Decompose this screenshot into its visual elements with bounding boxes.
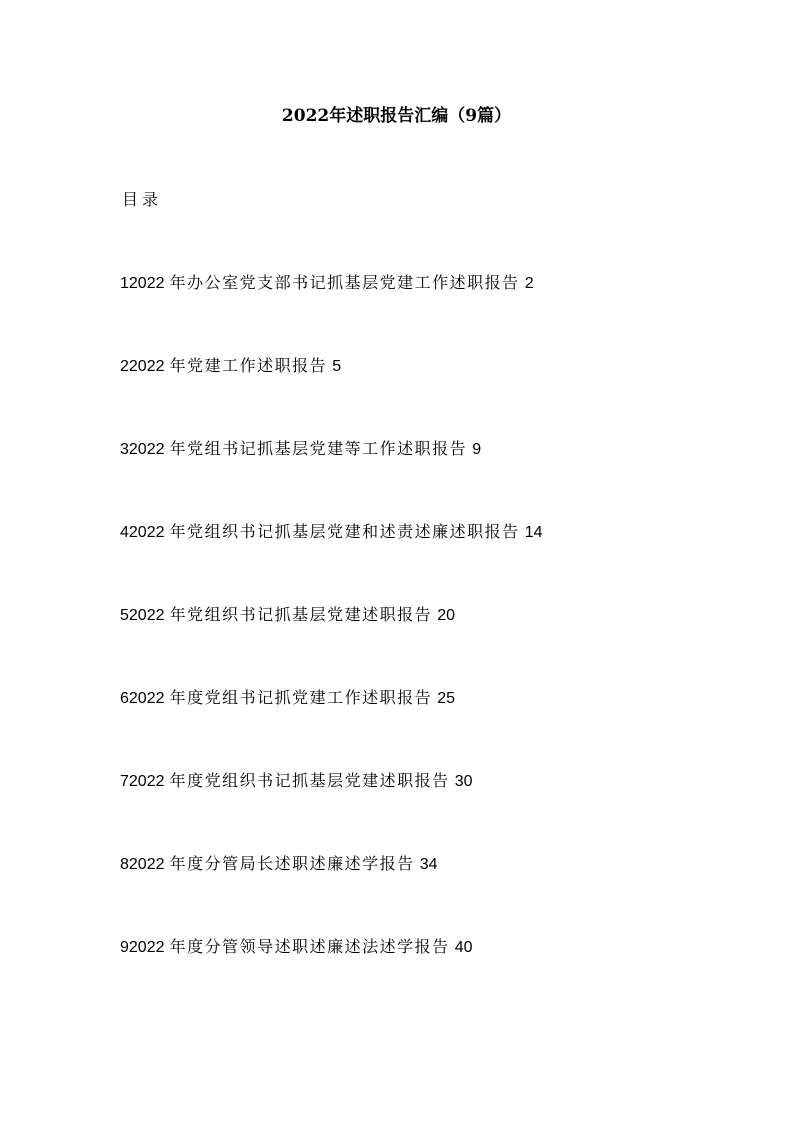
toc-item-number: 42022 [120,524,165,541]
toc-item[interactable] [120,437,543,520]
toc-item-page: 34 [419,856,438,873]
toc-item-page: 30 [454,773,473,790]
toc-item[interactable] [120,852,543,935]
toc-item[interactable] [120,935,543,1018]
toc-item-page: 40 [454,939,473,956]
toc-item-number: 12022 [120,275,165,292]
toc-list [120,271,543,1018]
toc-item-text: 年度分管局长述职述廉述学报告 [169,854,415,873]
toc-item-text: 年度党组书记抓党建工作述职报告 [169,688,433,707]
toc-item-number: 92022 [120,939,165,956]
toc-item-text: 年办公室党支部书记抓基层党建工作述职报告 [169,273,520,292]
document-title: 2022年述职报告汇编（9篇） [281,106,512,126]
toc-item-text: 年党建工作述职报告 [169,356,328,375]
toc-item[interactable] [120,686,543,769]
toc-item-text: 年党组织书记抓基层党建述职报告 [169,605,433,624]
toc-item-page: 25 [437,690,455,707]
toc-item-page: 2 [524,275,534,292]
toc-item-page: 5 [332,358,342,375]
toc-item-number: 72022 [120,773,165,790]
toc-item-text: 年党组书记抓基层党建等工作述职报告 [169,439,468,458]
toc-item-page: 9 [472,441,482,458]
toc-item-number: 32022 [120,441,165,458]
toc-item-page: 14 [524,524,543,541]
toc-item[interactable] [120,354,543,437]
toc-item[interactable] [120,769,543,852]
toc-item-number: 62022 [120,690,165,707]
toc-item-text: 年度党组织书记抓基层党建述职报告 [169,771,450,790]
toc-item-number: 82022 [120,856,165,873]
toc-item[interactable] [120,603,543,686]
toc-heading: 目录 [122,190,163,209]
toc-item[interactable] [120,520,543,603]
toc-item-text: 年党组织书记抓基层党建和述责述廉述职报告 [169,522,520,541]
toc-item-number: 52022 [120,607,165,624]
toc-item-number: 22022 [120,358,165,375]
toc-item-page: 20 [437,607,455,624]
toc-item[interactable] [120,271,543,354]
toc-item-text: 年度分管领导述职述廉述法述学报告 [169,937,450,956]
